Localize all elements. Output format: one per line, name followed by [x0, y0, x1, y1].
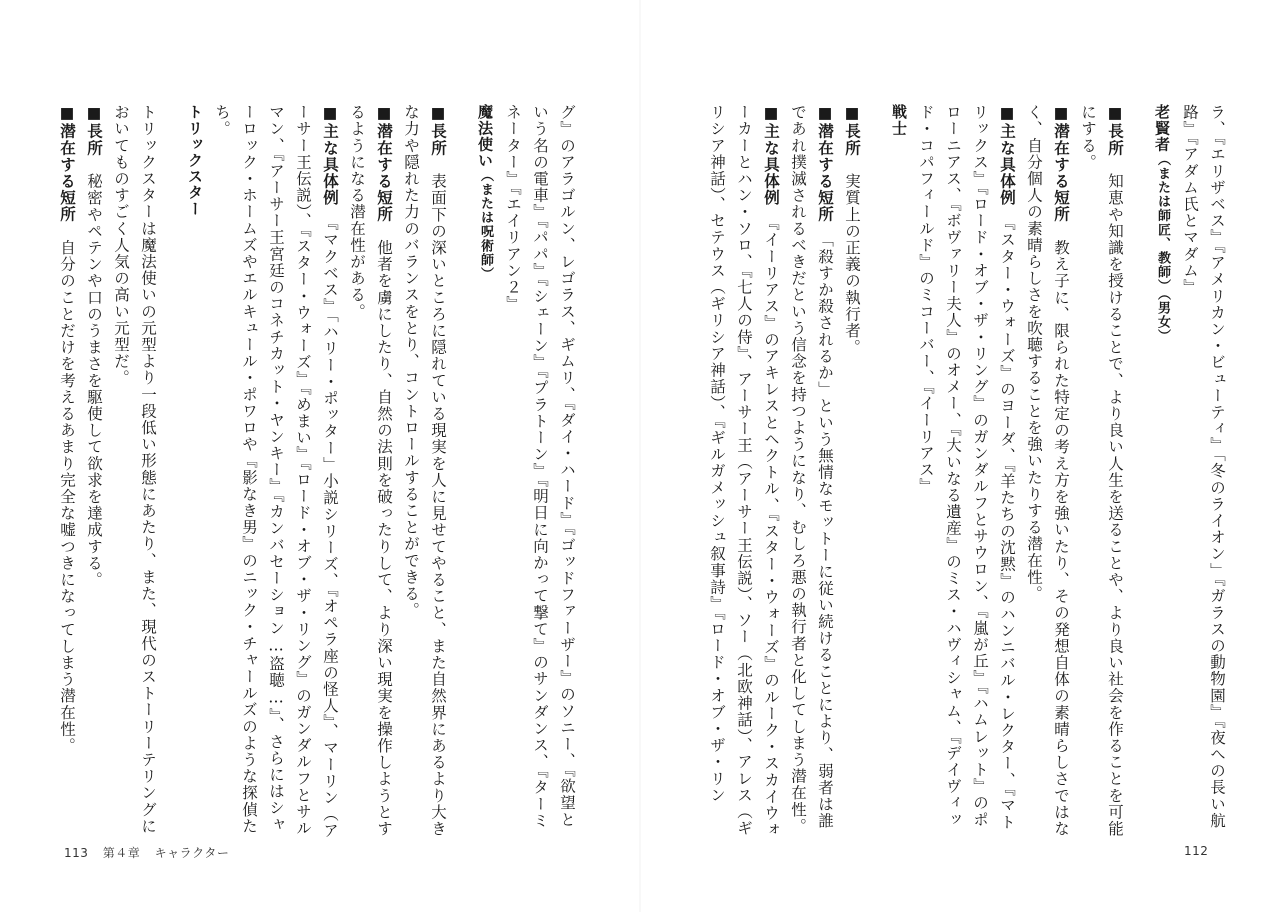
list-item-text: 他者を虜にしたり、自然の法則を破ったりして、より深い現実を操作しようとするようになる潜在性がある。 [348, 104, 393, 837]
list-item-label: ■長所 [843, 104, 861, 157]
list-item [703, 104, 784, 844]
list-item-text: 教え子に、限られた特定の考え方を強いたり、その発想自体の素晴らしさではなく、自分個人の素晴らしさを吹聴することを強いたりする潜在性。 [1025, 104, 1070, 837]
list-item [1074, 104, 1128, 844]
list-item-label: ■潜在する短所 [1052, 104, 1070, 223]
list-item-label: ■主な具体例 [762, 104, 780, 207]
right-page-text [700, 104, 1230, 844]
section-heading [471, 104, 499, 844]
section-heading [1148, 104, 1176, 844]
list-item-label: ■主な具体例 [998, 104, 1016, 207]
page-number-right: 112 [1184, 844, 1209, 858]
list-item-text: 『マクベス』「ハリー・ポッター」小説シリーズ、『オペラ座の怪人』、マーリン（アーサー王伝説）、『スター・ウォーズ』『めまい』『ロード・オブ・ザ・リング』のガンダルフとサルマン、『アーサー王宮廷のコネチカット・ヤンキー』『カンバセーション…盗聴…』、さらにはシャーロック・ホームズやエルキュール・ポワロや『影なき男』のニック・チャールズのような探偵たち。 [213, 104, 339, 840]
list-item [1020, 104, 1074, 844]
section-heading [181, 104, 208, 844]
list-item-label: ■長所 [85, 104, 103, 157]
list-item [53, 104, 80, 844]
list-item-text: 『イーリアス』のアキレスとヘクトル、『スター・ウォーズ』のルーク・スカイウォーカーとハン・ソロ、『七人の侍』、アーサー王（アーサー王伝説）、ソー（北欧神話）、アレス（ギリシア神話）、セテウス（ギリシア神話）、『ギルガメッシュ叙事詩』『ロード・オブ・ザ・リン [708, 104, 780, 839]
section-heading-title: 老賢者 [1153, 104, 1171, 153]
list-item-text: 表面下の深いところに隠れている現実を人に見せてやること、また自然界にあるより大きな力や隠れた力のバランスをとり、コントロールすることができる。 [402, 104, 447, 837]
list-item-label: ■潜在する短所 [375, 104, 393, 223]
list-item-text: 『スター・ウォーズ』のヨーダ、『羊たちの沈黙』のハンニバル・レクター、『マトリックス』『ロード・オブ・ザ・リング』のガンダルフとサウロン、『嵐が丘』『ハムレット』のポローニアス、『ボヴァリー夫人』のオメー、『大いなる遺産』のミス・ハヴィシャム、『デイヴィッド・コパフィールド』のミコーバー、『イーリアス』 [917, 104, 1016, 831]
page-number-left: 113 [64, 846, 89, 860]
list-item [838, 104, 865, 844]
list-item-label: ■長所 [1106, 104, 1124, 157]
body-paragraph: グ』のアラゴルン、レゴラス、ギムリ、『ダイ・ハード』『ゴッドファーザー』のソニー、『欲望という名の電車』『パパ』『シェーン』『プラトーン』『明日に向かって撃て』のサンダンス、『ターミネーター』『エイリアン２』 [504, 104, 576, 829]
chapter-title: キャラクター [154, 846, 230, 860]
left-page-footer [64, 844, 239, 861]
section-heading-title: トリックスター [186, 104, 204, 217]
chapter-number: 第４章 [102, 846, 141, 860]
list-item [208, 104, 343, 844]
list-item-text: 秘密やペテンや口のうまさを駆使して欲求を達成する。 [85, 172, 103, 588]
list-item [912, 104, 1020, 844]
right-page [640, 0, 1280, 912]
right-page-footer [1184, 844, 1218, 858]
body-paragraph: ラ、『エリザベス』『アメリカン・ビューティ』「冬のライオン」『ガラスの動物園』『夜への長い航路』『アダム氏とマダム』 [1181, 104, 1226, 829]
section-heading-subtitle: （または呪術師） [478, 168, 493, 282]
section-heading [885, 104, 912, 844]
list-item-label: ■潜在する短所 [58, 104, 76, 223]
left-page-text [60, 104, 580, 844]
list-item [784, 104, 838, 844]
section-heading-subtitle: （または師匠、教師）（男女） [1155, 152, 1170, 344]
list-item-label: ■長所 [429, 104, 447, 157]
list-item [397, 104, 451, 844]
body-paragraph: トリックスターは魔法使いの元型より一段低い形態にあたり、また、現代のストーリーテリングにおいてものすごく人気の高い元型だ。 [112, 104, 157, 835]
list-item-text: 知恵や知識を授けることで、より良い人生を送ることや、より良い社会を作ることを可能にする。 [1079, 104, 1124, 837]
list-item [343, 104, 397, 844]
list-item-label: ■潜在する短所 [816, 104, 834, 223]
list-item [80, 104, 107, 844]
list-item-text: 自分のことだけを考えるあまり完全な嘘つきになってしまう潜在性。 [58, 239, 76, 754]
list-item-text: 「殺すか殺されるか」という無情なモットーに従い続けることにより、弱者は誰であれ撲滅されるべきだという信念を持つようになり、むしろ悪の執行者と化してしまう潜在性。 [789, 104, 834, 835]
section-heading-title: 戦士 [890, 104, 908, 137]
list-item-text: 実質上の正義の執行者。 [843, 172, 861, 356]
section-heading-title: 魔法使い [476, 104, 494, 169]
list-item-label: ■主な具体例 [321, 104, 339, 207]
